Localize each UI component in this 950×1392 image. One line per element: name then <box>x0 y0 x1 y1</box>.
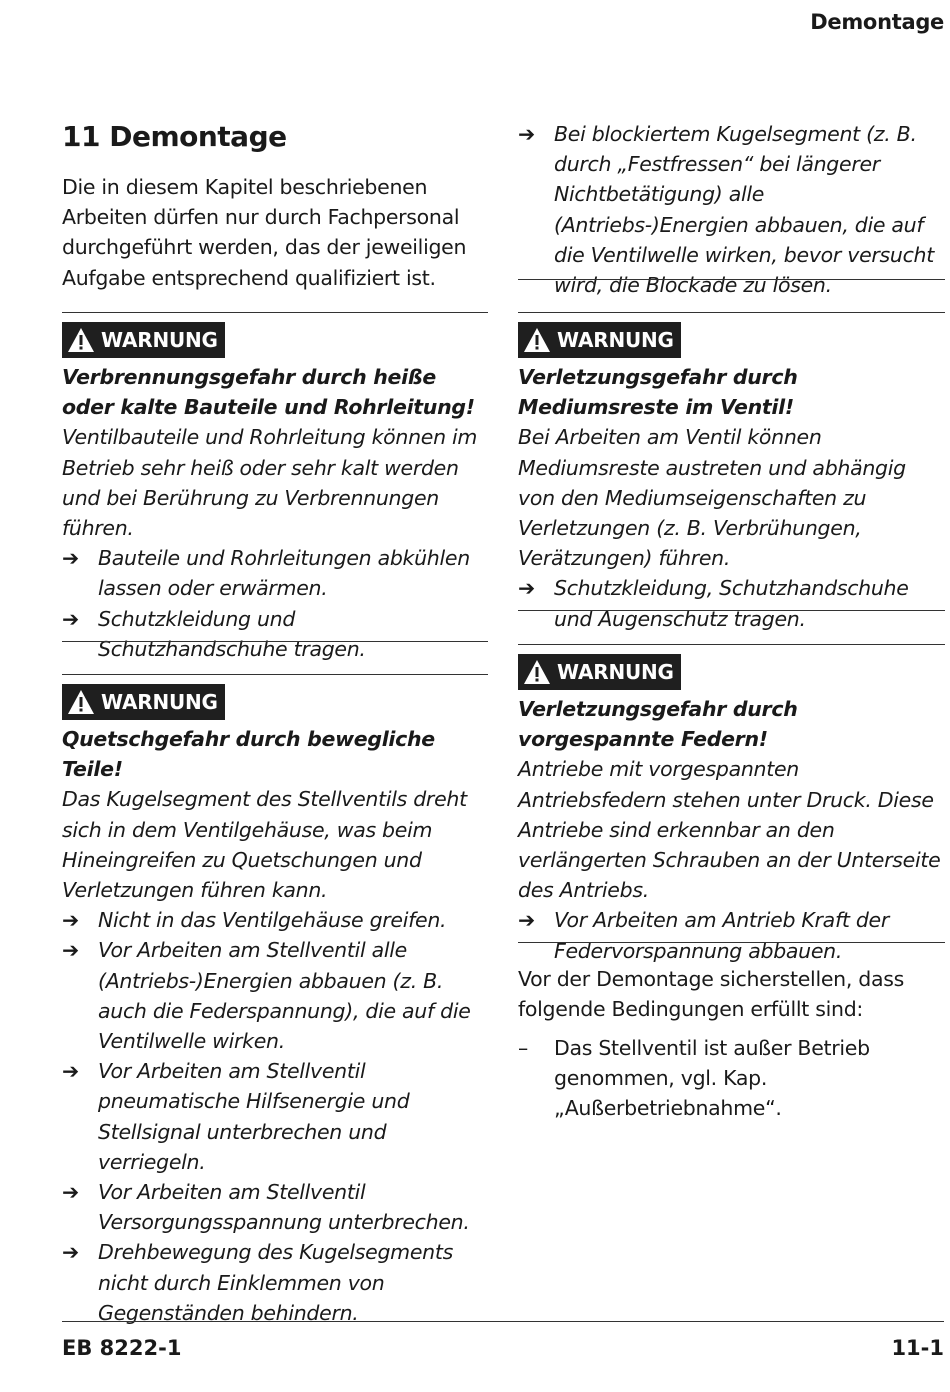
divider <box>518 610 945 611</box>
warning-badge-label: WARNUNG <box>101 328 218 352</box>
warning-triangle-icon <box>67 689 95 715</box>
bullet-text: Schutzkleidung und Schutzhandschuhe tragen. <box>98 606 366 661</box>
warning-badge <box>518 654 681 690</box>
warning-bullet <box>518 905 945 965</box>
divider <box>62 641 488 642</box>
warning-body: Das Kugelsegment des Stellventils dreht sich in dem Ventilgehäuse, was beim Hineingreifen zu Quetschungen und Verletzungen führen kann. <box>62 787 467 903</box>
dash-bullet: – <box>518 1036 528 1060</box>
arrow-right-icon: ➔ <box>62 1059 79 1084</box>
divider <box>62 312 488 313</box>
warning-bullet <box>62 543 488 603</box>
warning-springs <box>518 654 945 966</box>
warning-title: Quetschgefahr durch bewegliche Teile! <box>62 727 435 782</box>
warning-bullet <box>62 604 488 664</box>
warning-bullet <box>62 935 488 1056</box>
divider <box>518 279 945 280</box>
warning-badge <box>62 322 225 358</box>
warning-bullet <box>62 1177 488 1237</box>
warning-bullet <box>62 1237 488 1328</box>
warning-bullet <box>518 119 945 300</box>
warning-badge <box>62 684 225 720</box>
warning-body: Ventilbauteile und Rohrleitung können im Betrieb sehr heiß oder sehr kalt werden und bei Berührung zu Verbrennungen führen. <box>62 425 478 541</box>
bullet-text: Vor Arbeiten am Antrieb Kraft der Federvorspannung abbauen. <box>554 908 889 963</box>
warning-bullet <box>62 905 488 935</box>
warning-title: Verletzungsgefahr durch Mediumsreste im Ventil! <box>518 365 798 420</box>
divider <box>518 312 945 313</box>
warning-badge <box>518 322 681 358</box>
arrow-right-icon: ➔ <box>518 576 535 601</box>
bullet-text: Vor Arbeiten am Stellventil pneumatische Hilfsenergie und Stellsignal unterbrechen und verriegeln. <box>98 1059 410 1174</box>
condition-item <box>518 1033 945 1124</box>
bullet-text: Vor Arbeiten am Stellventil alle (Antriebs-)Energien abbauen (z. B. auch die Federspannung), die auf die Ventilwelle wirken. <box>98 938 471 1054</box>
bullet-text: Bei blockiertem Kugelsegment (z. B. durch „Festfressen“ bei längerer Nichtbetätigung) alle (Antriebs-)Energien abbauen, die auf die Ventilwelle wirken, bevor versucht wird, die Blockade zu lösen. <box>554 122 934 298</box>
arrow-right-icon: ➔ <box>62 1180 79 1205</box>
arrow-right-icon: ➔ <box>518 122 535 146</box>
arrow-right-icon: ➔ <box>62 1240 79 1265</box>
condition-text: Das Stellventil ist außer Betrieb genommen, vgl. Kap. „Außerbetriebnahme“. <box>554 1036 870 1121</box>
warning-triangle-icon <box>523 327 551 353</box>
warning-badge-label: WARNUNG <box>101 690 218 714</box>
arrow-right-icon: ➔ <box>62 606 79 631</box>
bullet-text: Nicht in das Ventilgehäuse greifen. <box>98 908 447 933</box>
chapter-title: 11 Demontage <box>62 120 287 153</box>
running-head: Demontage <box>810 10 944 34</box>
page-number: 11-1 <box>891 1336 944 1360</box>
warning-body: Antriebe mit vorgespannten Antriebsfedern stehen unter Druck. Diese Antriebe sind erkennbar an den verlängerten Schrauben an der Unterseite des Antriebs. <box>518 757 941 903</box>
intro-paragraph: Die in diesem Kapitel beschriebenen Arbeiten dürfen nur durch Fachpersonal durchgeführt werden, das der jeweiligen Aufgabe entsprechend qualifiziert ist. <box>62 175 467 290</box>
divider <box>518 942 945 943</box>
divider <box>518 644 945 645</box>
warning-pinch <box>62 684 488 1328</box>
arrow-right-icon: ➔ <box>62 546 79 571</box>
warning-bullet <box>518 573 945 633</box>
warning-title: Verletzungsgefahr durch vorgespannte Federn! <box>518 697 798 752</box>
warning-triangle-icon <box>67 327 95 353</box>
bullet-text: Bauteile und Rohrleitungen abkühlen lassen oder erwärmen. <box>98 546 470 601</box>
warning-medium <box>518 322 945 634</box>
warning-title: Verbrennungsgefahr durch heiße oder kalte Bauteile und Rohrleitung! <box>62 365 475 420</box>
bullet-text: Drehbewegung des Kugelsegments nicht durch Einklemmen von Gegenständen behindern. <box>98 1240 453 1325</box>
conditions-intro: Vor der Demontage sicherstellen, dass folgende Bedingungen erfüllt sind: <box>518 967 905 1022</box>
warning-bullet <box>62 1056 488 1177</box>
footer-divider <box>62 1321 944 1322</box>
warning-triangle-icon <box>523 659 551 685</box>
warning-burn <box>62 322 488 664</box>
warning-badge-label: WARNUNG <box>557 328 674 352</box>
arrow-right-icon: ➔ <box>62 908 79 933</box>
warning-badge-label: WARNUNG <box>557 660 674 684</box>
divider <box>62 674 488 675</box>
document-id: EB 8222-1 <box>62 1336 182 1360</box>
bullet-text: Vor Arbeiten am Stellventil Versorgungsspannung unterbrechen. <box>98 1180 470 1235</box>
bullet-text: Schutzkleidung, Schutzhandschuhe und Augenschutz tragen. <box>554 576 909 631</box>
warning-body: Bei Arbeiten am Ventil können Mediumsreste austreten und abhängig von den Mediumseigenschaften zu Verletzungen (z. B. Verbrühungen, Verätzungen) führen. <box>518 425 906 571</box>
arrow-right-icon: ➔ <box>518 908 535 933</box>
arrow-right-icon: ➔ <box>62 938 79 963</box>
warning-pinch-continued <box>518 119 945 300</box>
